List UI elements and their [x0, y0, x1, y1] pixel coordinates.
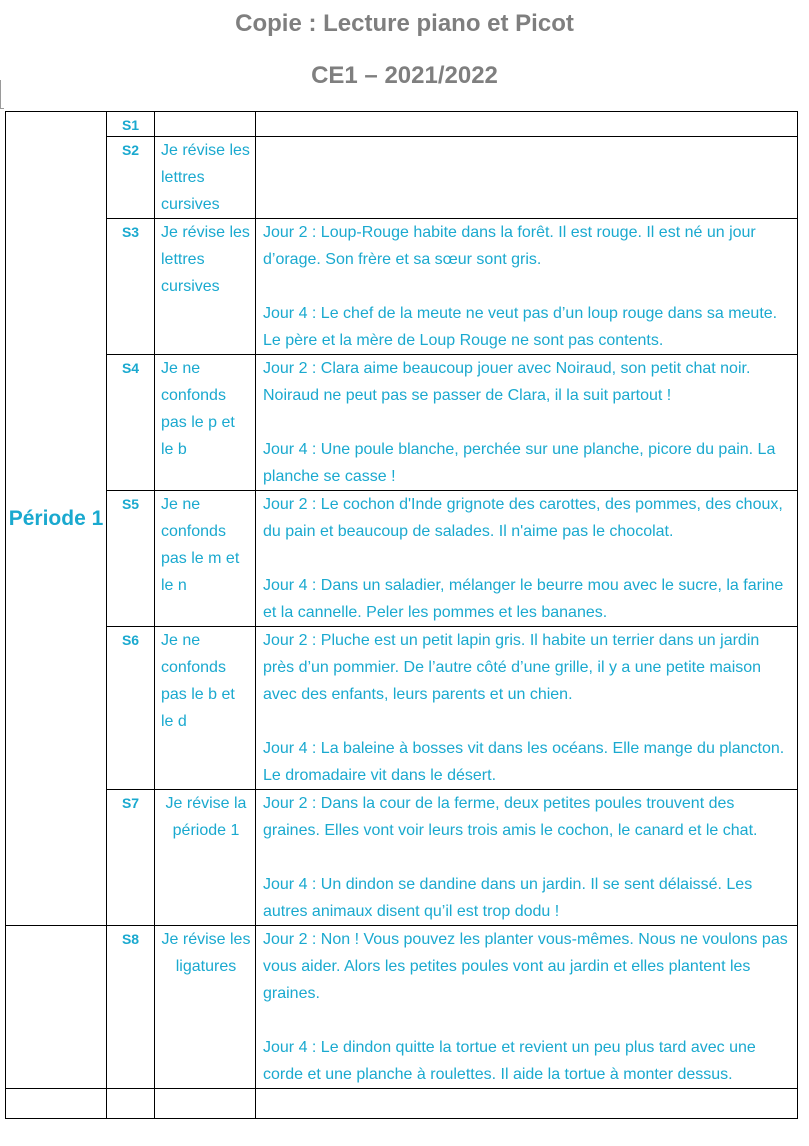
table-row: [6, 790, 798, 926]
objective-cell: Je ne confonds pas le m et le n: [155, 491, 256, 627]
day4-text: Jour 4 : Une poule blanche, perchée sur une planche, picore du pain. La planche se casse !: [263, 441, 776, 485]
week-cell: S8: [107, 926, 155, 1089]
text-cursor-marker: [0, 80, 4, 109]
cut-off-cell: [256, 1089, 798, 1119]
text-cell: [256, 112, 798, 137]
objective-cell: Je révise les ligatures: [155, 926, 256, 1089]
cut-off-cell: [6, 1089, 107, 1119]
table-row: [6, 491, 798, 627]
objective-cell: Je ne confonds pas le p et le b: [155, 355, 256, 491]
document-subtitle: CE1 – 2021/2022: [311, 62, 498, 89]
objective-cell: Je révise les lettres cursives: [155, 137, 256, 219]
week-cell: S6: [107, 627, 155, 790]
week-cell: S1: [107, 112, 155, 137]
day2-text: Jour 2 : Clara aime beaucoup jouer avec Noiraud, son petit chat noir. Noiraud ne peut pas se passer de Clara, il la suit partout !: [263, 360, 751, 404]
day2-text: Jour 2 : Loup-Rouge habite dans la forêt. Il est rouge. Il est né un jour d’orage. Son frère et sa sœur sont gris.: [263, 224, 756, 268]
table-row: [6, 137, 798, 219]
document-title: Copie : Lecture piano et Picot: [235, 10, 574, 37]
table-row: [6, 1089, 798, 1119]
objective-cell: Je révise les lettres cursives: [155, 219, 256, 355]
text-cell: [256, 790, 798, 926]
day4-text: Jour 4 : Un dindon se dandine dans un jardin. Il se sent délaissé. Les autres animaux disent qu’il est trop dodu !: [263, 876, 753, 920]
week-cell: S4: [107, 355, 155, 491]
table-row: [6, 219, 798, 355]
table-row: [6, 627, 798, 790]
period-cell: [6, 926, 107, 1089]
text-cell: [256, 926, 798, 1089]
text-cell: [256, 627, 798, 790]
text-cell: [256, 491, 798, 627]
day4-text: Jour 4 : Dans un saladier, mélanger le beurre mou avec le sucre, la farine et la cannelle. Peler les pommes et les bananes.: [263, 577, 784, 621]
week-cell: S7: [107, 790, 155, 926]
day4-text: Jour 4 : La baleine à bosses vit dans les océans. Elle mange du plancton. Le dromadaire vit dans le désert.: [263, 740, 785, 784]
text-cell: [256, 355, 798, 491]
day4-text: Jour 4 : Le dindon quitte la tortue et revient un peu plus tard avec une corde et une planche à roulettes. Il aide la tortue à monter dessus.: [263, 1039, 756, 1083]
text-cell: [256, 137, 798, 219]
week-cell: S5: [107, 491, 155, 627]
day2-text: Jour 2 : Le cochon d'Inde grignote des carottes, des pommes, des choux, du pain et beaucoup de salades. Il n'aime pas le chocolat.: [263, 496, 783, 540]
day2-text: Jour 2 : Non ! Vous pouvez les planter vous-mêmes. Nous ne voulons pas vous aider. Alors les petites poules vont au jardin et elles plantent les graines.: [263, 931, 788, 1002]
cut-off-cell: [155, 1089, 256, 1119]
cut-off-cell: [107, 1089, 155, 1119]
objective-cell: Je ne confonds pas le b et le d: [155, 627, 256, 790]
day2-text: Jour 2 : Pluche est un petit lapin gris. Il habite un terrier dans un jardin près d’un pommier. De l’autre côté d’une grille, il y a une petite maison avec des enfants, leurs parents et un chien.: [263, 632, 762, 703]
week-cell: S3: [107, 219, 155, 355]
table-row: [6, 926, 798, 1089]
objective-cell: [155, 112, 256, 137]
text-cell: [256, 219, 798, 355]
table-row: [6, 112, 798, 137]
objective-cell: Je révise la période 1: [155, 790, 256, 926]
day4-text: Jour 4 : Le chef de la meute ne veut pas d’un loup rouge dans sa meute. Le père et la mère de Loup Rouge ne sont pas contents.: [263, 305, 778, 349]
table-row: [6, 355, 798, 491]
reading-schedule-table: [5, 111, 798, 1119]
week-cell: S2: [107, 137, 155, 219]
period-cell: Période 1: [6, 112, 107, 926]
day2-text: Jour 2 : Dans la cour de la ferme, deux petites poules trouvent des graines. Elles vont voir leurs trois amis le cochon, le canard et le chat.: [263, 795, 758, 839]
